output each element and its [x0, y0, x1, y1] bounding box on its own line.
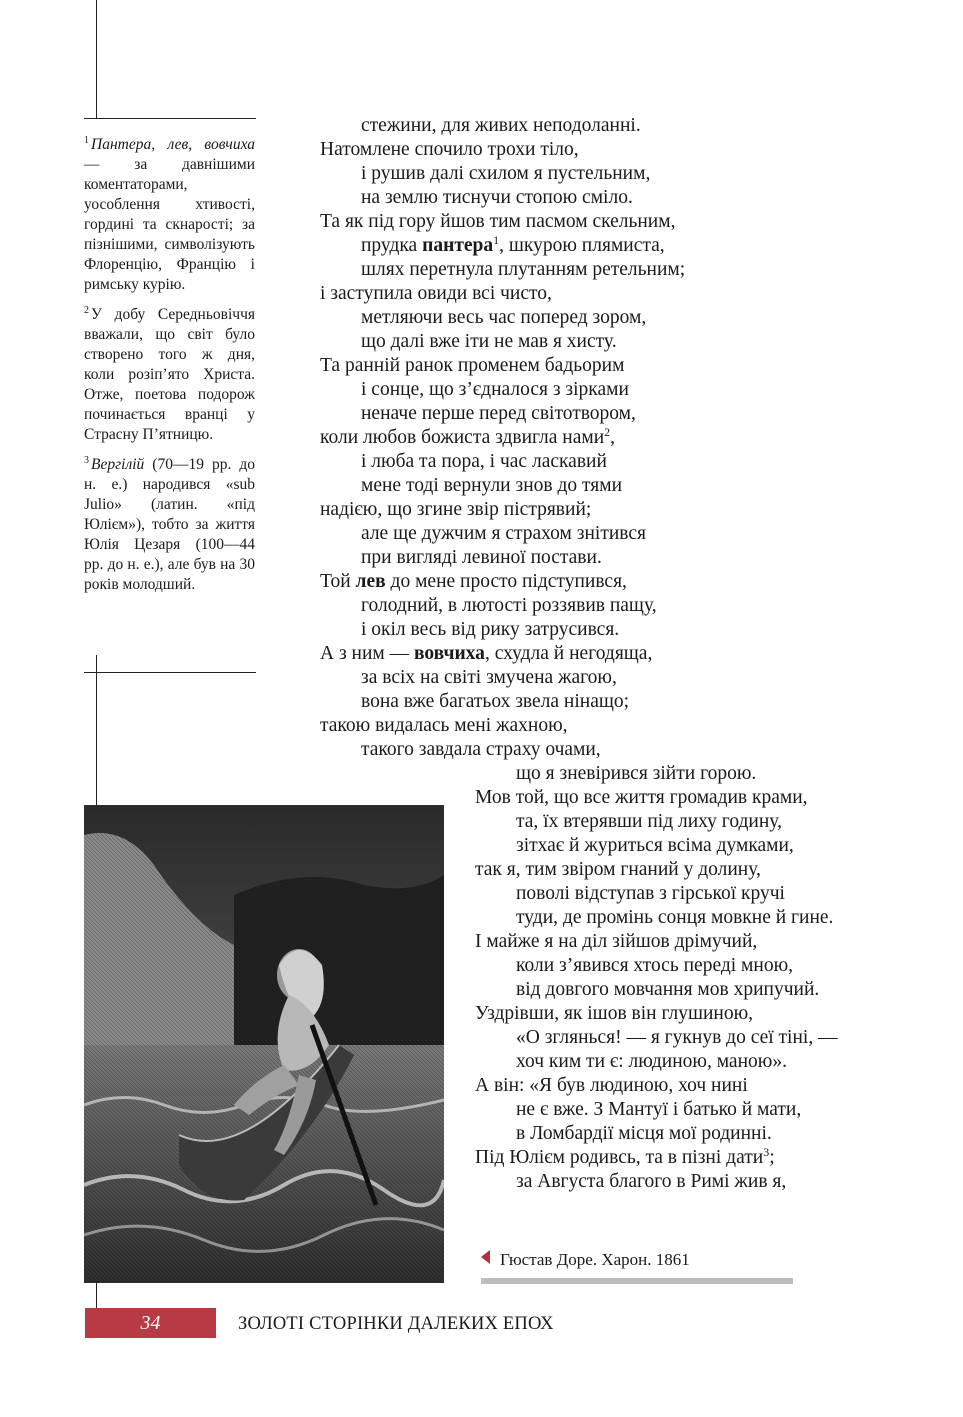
poem-keyword: пантера [422, 235, 494, 256]
footnote [84, 135, 255, 295]
poem-bottom [475, 762, 838, 1194]
footnote [84, 455, 255, 595]
footnote-term: Пантера, лев, вовчиха [91, 136, 255, 153]
poem-line-text: що далі вже іти не мав я хисту. [361, 331, 617, 352]
poem-line-text: , схудла й негодяща, [484, 643, 653, 664]
poem-line-text: вона вже багатьох звела нінащо; [361, 691, 630, 712]
footnote-term: Вергілій [91, 456, 145, 473]
caption-underline [481, 1278, 793, 1284]
poem-line-text: такого завдала страху очами, [361, 739, 601, 760]
poem-line-text: хоч ким ти є: людиною, маною». [516, 1051, 787, 1072]
poem-line [475, 930, 838, 954]
caption-pointer-icon [481, 1250, 490, 1264]
page-number-badge [85, 1308, 216, 1338]
footnote [84, 305, 255, 445]
poem-line-text: що я зневірився зійти горою. [516, 763, 757, 784]
poem-line-text: Та ранній ранок променем бадьорим [320, 355, 625, 376]
poem-line-text: Той [320, 571, 356, 592]
poem-line [320, 162, 685, 186]
poem-top [320, 114, 685, 762]
poem-line-text: ; [769, 1147, 775, 1168]
poem-line-text: неначе перше перед світотвором, [361, 403, 636, 424]
margin-rule-middle [96, 655, 97, 805]
poem-line-text: до мене просто підступився, [385, 571, 627, 592]
poem-line-text: коли любов божиста здвигла нами [320, 427, 605, 448]
poem-line [320, 282, 685, 306]
poem-line [320, 234, 685, 258]
poem-line-text: такою видалась мені жахною, [320, 715, 568, 736]
poem-line-text: не є вже. З Мантуї і батько й мати, [516, 1099, 802, 1120]
poem-line [320, 570, 685, 594]
poem-line [320, 306, 685, 330]
poem-line [475, 834, 838, 858]
poem-line-text: поволі відступав з гірської кручі [516, 883, 785, 904]
poem-line-text: мене тоді вернули знов до тями [361, 475, 623, 496]
poem-line [320, 690, 685, 714]
running-title: ЗОЛОТІ СТОРІНКИ ДАЛЕКИХ ЕПОХ [238, 1314, 554, 1334]
page-number: 34 [140, 1312, 161, 1334]
poem-keyword: вовчиха [414, 643, 485, 664]
poem-line [475, 978, 838, 1002]
poem-line-text: від довгого мовчання мов хрипучий. [516, 979, 820, 1000]
poem-line-text: надією, що згине звір пістрявий; [320, 499, 592, 520]
poem-line [475, 1074, 838, 1098]
poem-line-text: шлях перетнула плутанням ретельним; [361, 259, 686, 280]
poem-line [475, 1146, 838, 1170]
poem-line [475, 762, 838, 786]
footnote-top-rule [84, 118, 256, 119]
poem-line [320, 378, 685, 402]
poem-line-text: в Ломбардії місця мої родинні. [516, 1123, 772, 1144]
margin-rule-bottom [96, 1283, 97, 1308]
poem-line [475, 1122, 838, 1146]
footnote-text: У добу Середньовіччя вважали, що світ було створено того ж дня, коли розіп’ято Христа. Отже, поетова подорож починається вранці у Страсну П’ятницю. [84, 306, 255, 443]
poem-line [475, 810, 838, 834]
poem-line-text: за всіх на світі змучена жагою, [361, 667, 617, 688]
poem-line [475, 1098, 838, 1122]
poem-line [320, 642, 685, 666]
poem-line [475, 906, 838, 930]
poem-line [475, 882, 838, 906]
poem-line [320, 738, 685, 762]
poem-line-text: коли з’явився хтось переді мною, [516, 955, 794, 976]
poem-line-text: при вигляді левиної постави. [361, 547, 602, 568]
poem-line [320, 546, 685, 570]
footnote-ref: 1 [493, 233, 500, 247]
poem-line-text: Натомлене спочило трохи тіло, [320, 139, 579, 160]
poem-line-text: стежини, для живих неподоланні. [361, 115, 641, 136]
poem-keyword: лев [355, 571, 386, 592]
poem-line-text: , [610, 427, 616, 448]
charon-illustration [84, 805, 444, 1283]
poem-line [320, 186, 685, 210]
poem-line [320, 498, 685, 522]
poem-line-text: зітхає й журиться всіма думками, [516, 835, 794, 856]
poem-line [320, 402, 685, 426]
poem-line-text: Та як під гору йшов тим пасмом скельним, [320, 211, 676, 232]
footnote-text: — за давнішими коментаторами, уособлення хтивості, гордині та скнарості; за пізнішими, символізують Флоренцію, Францію і римську курію. [84, 156, 255, 293]
poem-line [475, 1170, 838, 1194]
poem-line-text: А він: «Я був людиною, хоч нині [475, 1075, 748, 1096]
poem-line [320, 426, 685, 450]
poem-line [320, 594, 685, 618]
poem-line [475, 858, 838, 882]
poem-line [475, 786, 838, 810]
poem-line-text: туди, де промінь сонця мовкне й гине. [516, 907, 834, 928]
poem-line [320, 450, 685, 474]
illustration-caption [481, 1248, 690, 1272]
poem-line-text: так я, тим звіром гнаний у долину, [475, 859, 761, 880]
poem-line [320, 714, 685, 738]
poem-line [475, 1050, 838, 1074]
poem-line [320, 330, 685, 354]
footnote-ref: 2 [604, 425, 611, 439]
poem-line-text: але ще дужчим я страхом знітився [361, 523, 646, 544]
poem-line-text: І майже я на діл зійшов дрімучий, [475, 931, 758, 952]
poem-line [320, 114, 685, 138]
poem-line-text: і рушив далі схилом я пустельним, [361, 163, 651, 184]
margin-rule-top [96, 0, 97, 118]
poem-line [320, 618, 685, 642]
poem-line [320, 258, 685, 282]
poem-line-text: і люба та пора, і час ласкавий [361, 451, 607, 472]
poem-line-text: і окіл весь від рику затрусився. [361, 619, 620, 640]
poem-line-text: «О зглянься! — я гукнув до сеї тіні, — [516, 1027, 838, 1048]
poem-line-text: і сонце, що з’єдналося з зірками [361, 379, 629, 400]
poem-line-text: голодний, в лютості роззявив пащу, [361, 595, 657, 616]
poem-line-text: метляючи весь час поперед зором, [361, 307, 647, 328]
poem-line [320, 474, 685, 498]
caption-text: Гюстав Доре. Харон. 1861 [500, 1250, 690, 1269]
poem-line [320, 354, 685, 378]
poem-line [320, 522, 685, 546]
poem-line [475, 1002, 838, 1026]
poem-line-text: А з ним — [320, 643, 414, 664]
footnote-number: 2 [84, 305, 89, 316]
footnote-ref: 3 [763, 1145, 770, 1159]
poem-line-text: , шкурою плямиста, [499, 235, 665, 256]
poem-line-text: на землю тиснучи стопою сміло. [361, 187, 633, 208]
footnote-number: 1 [84, 135, 89, 146]
footnote-text: (70—19 рр. до н. е.) народився «sub Julio» (латин. «під Юлієм»), тобто за життя Юлія Цезаря (100—44 рр. до н. е.), але був на 30 років молодший. [84, 456, 255, 593]
poem-line [320, 666, 685, 690]
poem-line-text: прудка [361, 235, 423, 256]
footnote-number: 3 [84, 455, 89, 466]
poem-line [475, 954, 838, 978]
poem-line-text: та, їх втерявши під лиху годину, [516, 811, 782, 832]
poem-line-text: Уздрівши, як ішов він глушиною, [475, 1003, 754, 1024]
poem-line [320, 210, 685, 234]
poem-line [320, 138, 685, 162]
poem-line [475, 1026, 838, 1050]
poem-line-text: Під Юлієм родивсь, та в пізні дати [475, 1147, 764, 1168]
footnote-bottom-rule [84, 672, 256, 673]
poem-line-text: і заступила овиди всі чисто, [320, 283, 552, 304]
poem-line-text: за Августа благого в Римі жив я, [516, 1171, 787, 1192]
footnotes [84, 135, 255, 605]
poem-line-text: Мов той, що все життя громадив крами, [475, 787, 808, 808]
